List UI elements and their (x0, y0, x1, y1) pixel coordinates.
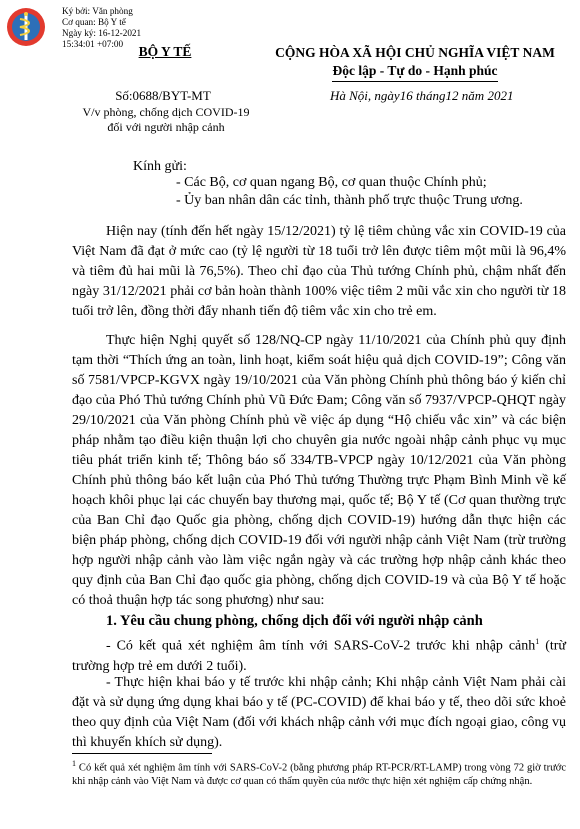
footnote-text: Có kết quả xét nghiệm âm tính với SARS-CoV-2 (bằng phương pháp RT-PCR/RT-LAMP) trong vòng 72 giờ trước khi nhập cảnh vào Việt Nam và được cơ quan có thẩm quyền của nước thực hiện xét nghiệm cấp chứng nhận. (72, 762, 566, 787)
body-paragraph-4 (72, 673, 566, 753)
national-header (250, 44, 580, 82)
place-date: Hà Nội, ngày16 tháng12 năm 2021 (330, 88, 514, 103)
agency-name: BỘ Y TẾ (138, 44, 192, 59)
body-paragraph-1 (72, 222, 566, 322)
footnote-reference[interactable]: 1 (535, 637, 540, 646)
paragraph-text: - Thực hiện khai báo y tế trước khi nhập cảnh; Khi nhập cảnh Việt Nam phải cài đặt và sử dụng ứng dụng khai báo y tế (PC-COVID) để khai báo y tế, theo dõi sức khoẻ theo quy định của Việt Nam (đối với khách nhập cảnh với mục đích ngoại giao, công vụ thì khuyến khích sử dụng). (72, 675, 566, 750)
signature-date: Ngày ký: 16-12-2021 (62, 28, 142, 38)
subject-line-1: V/v phòng, chống dịch COVID-19 (82, 105, 250, 119)
footnote (72, 757, 566, 788)
document-subject (46, 105, 286, 135)
body-paragraph-2 (72, 331, 566, 611)
national-title: CỘNG HÒA XÃ HỘI CHỦ NGHĨA VIỆT NAM (275, 45, 555, 60)
signature-signer: Ký bởi: Văn phòng (62, 6, 133, 16)
signature-time: 15:34:01 +07:00 (62, 39, 124, 49)
ministry-logo-icon (6, 6, 46, 48)
subject-line-2: đối với người nhập cảnh (107, 120, 225, 134)
signature-org: Cơ quan: Bộ Y tế (62, 17, 126, 27)
paragraph-text: Thực hiện Nghị quyết số 128/NQ-CP ngày 11/10/2021 của Chính phủ quy định tạm thời “Thích ứng an toàn, linh hoạt, kiểm soát hiệu quả dịch COVID-19”; Công văn số 7581/VPCP-KGVX ngày 19/10/2021 của Văn phòng Chính phủ thông báo ý kiến chỉ đạo của Phó Thủ tướng Chính phủ Vũ Đức Đam; Công văn số 7937/VPCP-QHQT ngày 29/10/2021 của Văn phòng Chính phủ về việc áp dụng “Hộ chiếu vắc xin” và các biện pháp nhằm tạo điều kiện thuận lợi cho chuyên gia nước ngoài nhập cảnh phục vụ mục tiêu phát triển kinh tế; Thông báo số 334/TB-VPCP ngày 10/12/2021 của Văn phòng Chính phủ thông báo kết luận của Phó Thủ tướng Thường trực Phạm Bình Minh về kế hoạch khôi phục lại các chuyến bay thương mại, quốc tế; Bộ Y tế (Cơ quan thường trực của Ban Chỉ đạo Quốc gia phòng, chống dịch COVID-19) hướng dẫn thực hiện các biện pháp phòng, chống dịch COVID-19 đối với người nhập cảnh Việt Nam (trừ trường hợp người nhập cảnh vào làm việc ngắn ngày và các trường hợp nhập cảnh khác theo quy định của Ban Chỉ đạo quốc gia phòng, chống dịch COVID-19 và của Bộ Y tế hoặc có thoả thuận hợp tác song phương) như sau: (72, 333, 566, 608)
footnote-mark: 1 (72, 759, 76, 768)
section-heading: 1. Yêu cầu chung phòng, chống dịch đối với người nhập cảnh (106, 613, 483, 629)
footnote-divider (72, 753, 212, 754)
paragraph-text: - Có kết quả xét nghiệm âm tính với SARS-CoV-2 trước khi nhập cảnh (106, 638, 536, 654)
addressee-item: - Ủy ban nhân dân các tỉnh, thành phố trực thuộc Trung ương. (176, 193, 523, 208)
body-paragraph-3 (72, 632, 566, 677)
paragraph-text-tail: (trừ trường hợp trẻ em dưới 2 tuổi). (72, 638, 566, 674)
paragraph-text: Hiện nay (tính đến hết ngày 15/12/2021) tỷ lệ tiêm chủng vắc xin COVID-19 của Việt Nam đã đạt ở mức cao (tỷ lệ người từ 18 tuổi trở lên được tiêm một mũi là 96,4% và tiêm đủ hai mũi là 76,5%). Theo chỉ đạo của Thủ tướng Chính phủ, chậm nhất đến ngày 31/12/2021 phải cơ bản hoàn thành 100% việc tiêm 2 mũi vắc xin cho người từ 18 tuổi trở lên, đồng thời đẩy nhanh tiến độ tiêm vắc xin cho trẻ em. (72, 224, 566, 319)
addressee-item: - Các Bộ, cơ quan ngang Bộ, cơ quan thuộc Chính phủ; (176, 175, 487, 190)
national-motto: Độc lập - Tự do - Hạnh phúc (332, 62, 497, 82)
addressee-label: Kính gửi: (133, 159, 187, 174)
document-number: Số:0688/BYT-MT (115, 88, 211, 103)
